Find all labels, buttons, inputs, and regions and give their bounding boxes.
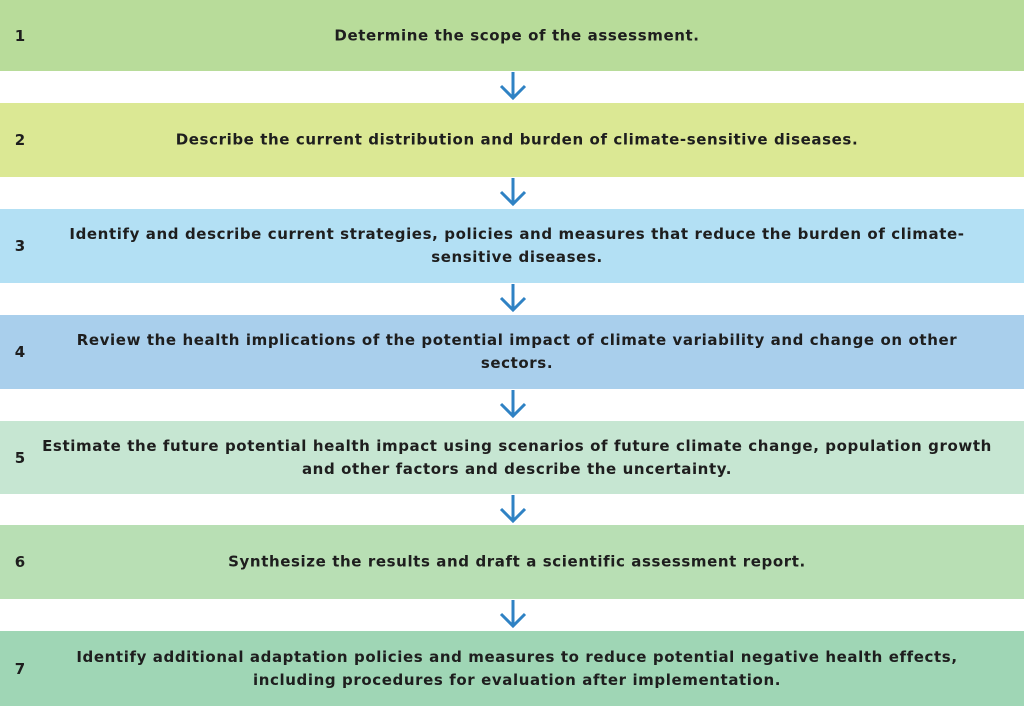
step-number: 3 bbox=[14, 237, 26, 255]
step-text: Identify and describe current strategies, policies and measures that reduce the burden of climate-sensitive diseases. bbox=[69, 225, 965, 266]
step-number: 5 bbox=[14, 448, 26, 467]
step-6 bbox=[0, 525, 1024, 599]
step-number: 4 bbox=[14, 343, 26, 361]
step-number: 7 bbox=[14, 659, 26, 678]
step-1 bbox=[0, 0, 1024, 71]
down-arrow-icon bbox=[497, 389, 529, 419]
step-text: Synthesize the results and draft a scientific assessment report. bbox=[228, 552, 806, 571]
step-7 bbox=[0, 631, 1024, 706]
down-arrow-icon bbox=[497, 71, 529, 101]
step-number: 2 bbox=[14, 131, 26, 149]
step-4 bbox=[0, 315, 1024, 389]
down-arrow-icon bbox=[497, 599, 529, 629]
down-arrow-icon bbox=[497, 283, 529, 313]
step-2 bbox=[0, 103, 1024, 177]
step-text: Determine the scope of the assessment. bbox=[334, 26, 700, 44]
step-text: Identify additional adaptation policies and measures to reduce potential negative health effects, including procedures for evaluation after implementation. bbox=[76, 647, 958, 689]
step-text: Review the health implications of the potential impact of climate variability and change on other sectors. bbox=[76, 331, 958, 372]
step-text: Describe the current distribution and burden of climate-sensitive diseases. bbox=[175, 130, 859, 149]
step-number: 6 bbox=[14, 553, 26, 571]
down-arrow-icon bbox=[497, 177, 529, 207]
step-number: 1 bbox=[14, 26, 26, 45]
step-5 bbox=[0, 421, 1024, 494]
down-arrow-icon bbox=[497, 494, 529, 524]
step-text: Estimate the future potential health impact using scenarios of future climate change, population growth and other factors and describe the uncertainty. bbox=[42, 436, 992, 478]
step-3 bbox=[0, 209, 1024, 283]
